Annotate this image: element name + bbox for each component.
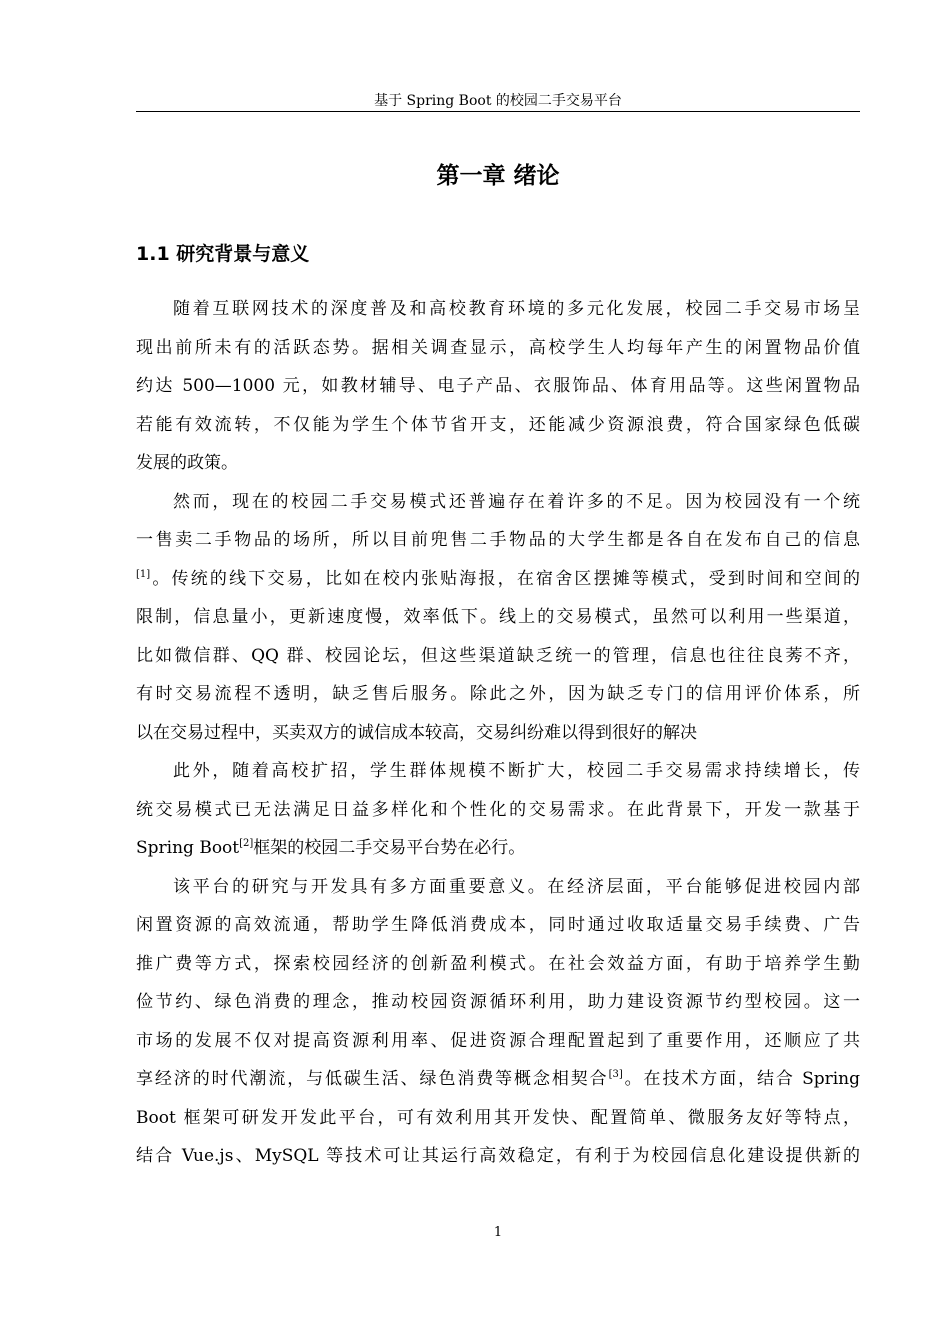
paragraph-line: 一售卖二手物品的场所，所以目前兜售二手物品的大学生都是各自在发布自己的信息 — [136, 530, 860, 550]
paragraph-line: 闲置资源的高效流通，帮助学生降低消费成本，同时通过收取适量交易手续费、广告 — [136, 915, 860, 935]
paragraph-line: 现出前所未有的活跃态势。据相关调查显示，高校学生人均每年产生的闲置物品价值 — [136, 337, 860, 358]
citation-marker: [2] — [239, 838, 254, 849]
running-header: 基于 Spring Boot 的校园二手交易平台 — [374, 93, 622, 109]
paragraph-line: 该平台的研究与开发具有多方面重要意义。在经济层面，平台能够促进校园内部 — [173, 876, 860, 897]
paragraph-line: 随着互联网技术的深度普及和高校教育环境的多元化发展，校园二手交易市场呈 — [173, 299, 860, 319]
paragraph-line — [136, 1060, 860, 1099]
paragraph-line: 此外，随着高校扩招，学生群体规模不断扩大，校园二手交易需求持续增长，传 — [173, 761, 860, 781]
line-text: 。在技术方面，结合 Spring — [622, 1069, 861, 1089]
citation-marker: [1] — [136, 568, 151, 580]
paragraph-line: 若能有效流转，不仅能为学生个体节省开支，还能减少资源浪费，符合国家绿色低碳 — [136, 414, 860, 435]
line-text: Spring Boot — [136, 838, 240, 858]
line-text: 框架的校园二手交易平台势在必行。 — [253, 838, 526, 858]
paragraph-line: 俭节约、绿色消费的理念，推动校园资源循环利用，助力建设资源节约型校园。这一 — [136, 992, 860, 1012]
paragraph-line: Boot 框架可研发开发此平台，可有效利用其开发快、配置简单、微服务友好等特点， — [136, 1107, 860, 1128]
citation-marker: [3] — [608, 1069, 623, 1080]
paragraph-line — [136, 829, 860, 868]
paragraph-line: 推广费等方式，探索校园经济的创新盈利模式。在社会效益方面，有助于培养学生勤 — [136, 953, 860, 974]
header-divider — [136, 111, 860, 112]
paragraph-line: 有时交易流程不透明，缺乏售后服务。除此之外，因为缺乏专门的信用评价体系，所 — [136, 684, 860, 704]
paragraph-line — [136, 560, 860, 599]
body-text — [136, 290, 860, 1176]
chapter-title: 第一章 绪论 — [436, 163, 560, 189]
paragraph-line: 结合 Vue.js、MySQL 等技术可让其运行高效稳定，有利于为校园信息化建设提供新的 — [136, 1146, 860, 1166]
paragraph-line: 然而，现在的校园二手交易模式还普遍存在着许多的不足。因为校园没有一个统 — [173, 491, 860, 512]
section-title: 1.1 研究背景与意义 — [136, 243, 310, 265]
paragraph-line: 统交易模式已无法满足日益多样化和个性化的交易需求。在此背景下，开发一款基于 — [136, 799, 860, 820]
paragraph-line: 限制，信息量小，更新速度慢，效率低下。线上的交易模式，虽然可以利用一些渠道， — [136, 607, 860, 627]
line-text: 享经济的时代潮流，与低碳生活、绿色消费等概念相契合 — [136, 1069, 609, 1089]
paragraph-line: 以在交易过程中，买卖双方的诚信成本较高，交易纠纷难以得到很好的解决 — [136, 722, 697, 743]
line-text: 。传统的线下交易，比如在校内张贴海报，在宿舍区摆摊等模式，受到时间和空间的 — [150, 568, 860, 589]
paragraph-line: 市场的发展不仅对提高资源利用率、促进资源合理配置起到了重要作用，还顺应了共 — [136, 1030, 860, 1051]
paragraph-line: 约达 500—1000 元，如教材辅导、电子产品、衣服饰品、体育用品等。这些闲置物品 — [136, 376, 860, 396]
paragraph-line: 发展的政策。 — [136, 453, 238, 473]
paragraph-line: 比如微信群、QQ 群、校园论坛，但这些渠道缺乏统一的管理，信息也往往良莠不齐， — [136, 645, 860, 666]
page-number: 1 — [493, 1225, 503, 1240]
